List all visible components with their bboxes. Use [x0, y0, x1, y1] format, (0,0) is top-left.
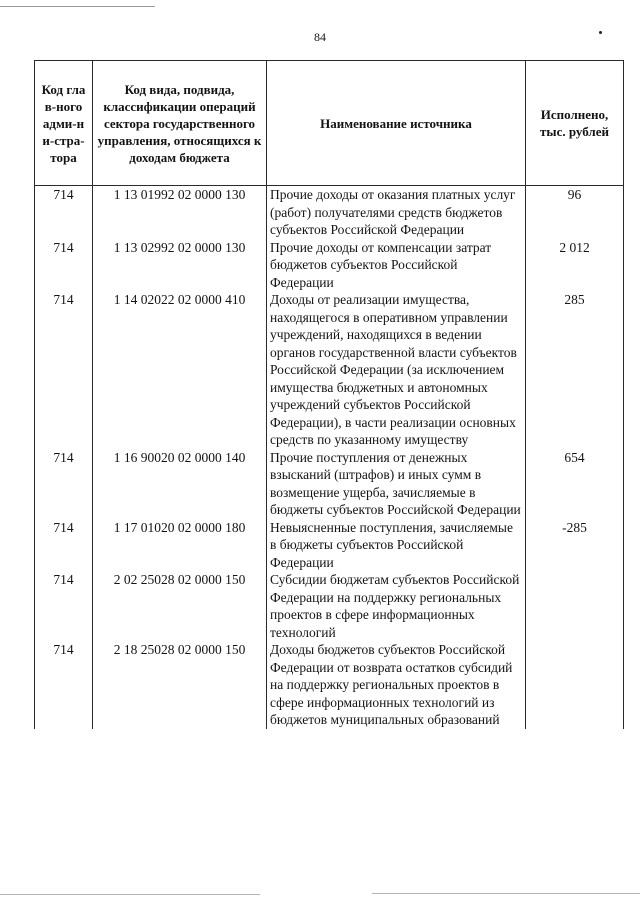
header-admin-code-text: Код глав-ного адми-ни-стра-тора: [41, 81, 86, 165]
row-classification-code: 1 17 01020 02 0000 180: [93, 519, 267, 572]
row-classification-code: 2 18 25028 02 0000 150: [93, 641, 267, 729]
row-classification-code: 1 13 01992 02 0000 130: [93, 186, 267, 239]
row-admin-code: 714: [35, 239, 93, 292]
table-row: [35, 641, 624, 729]
row-source-name: Невыясненные поступления, зачисляемые в бюджеты субъектов Российской Федерации: [267, 519, 526, 572]
row-executed-value: [526, 641, 624, 729]
row-source-name: Прочие доходы от оказания платных услуг (работ) получателями средств бюджетов субъектов Российской Федерации: [267, 186, 526, 239]
table-row: [35, 571, 624, 641]
revenue-table: [34, 60, 624, 729]
row-source-name: Прочие поступления от денежных взысканий (штрафов) и иных сумм в возмещение ущерба, зачисляемые в бюджеты субъектов Российской Федерации: [267, 449, 526, 519]
row-executed-value: 285: [526, 291, 624, 449]
row-executed-value: [526, 571, 624, 641]
header-classification-code: Код вида, подвида, классификации операций сектора государственного управления, относящихся к доходам бюджета: [93, 61, 267, 186]
table-row: [35, 519, 624, 572]
row-classification-code: 1 14 02022 02 0000 410: [93, 291, 267, 449]
header-executed: [526, 61, 624, 186]
row-admin-code: 714: [35, 291, 93, 449]
row-source-name: Субсидии бюджетам субъектов Российской Федерации на поддержку региональных проектов в сфере информационных технологий: [267, 571, 526, 641]
top-scan-rule: [0, 6, 155, 7]
table-header-row: [35, 61, 624, 186]
table-row: [35, 449, 624, 519]
row-classification-code: 2 02 25028 02 0000 150: [93, 571, 267, 641]
row-source-name: Прочие доходы от компенсации затрат бюджетов субъектов Российской Федерации: [267, 239, 526, 292]
row-executed-value: -285: [526, 519, 624, 572]
table-row: [35, 291, 624, 449]
bottom-scan-rule-left: [0, 894, 260, 895]
header-admin-code: [35, 61, 93, 186]
row-classification-code: 1 16 90020 02 0000 140: [93, 449, 267, 519]
row-admin-code: 714: [35, 186, 93, 239]
table-row: [35, 186, 624, 239]
row-source-name: Доходы от реализации имущества, находящегося в оперативном управлении учреждений, находящихся в ведении органов государственной власти субъектов Российской Федерации (за исключением имущества бюджетных и автономных учреждений субъектов Российской Федерации), в части реализации основных средств по указанному имуществу: [267, 291, 526, 449]
page-number: 84: [314, 30, 326, 44]
row-classification-code: 1 13 02992 02 0000 130: [93, 239, 267, 292]
row-executed-value: 2 012: [526, 239, 624, 292]
header-source-name: Наименование источника: [267, 61, 526, 186]
row-executed-value: 654: [526, 449, 624, 519]
row-admin-code: 714: [35, 449, 93, 519]
header-executed-text: Исполнено, тыс. рублей: [540, 107, 609, 139]
table-row: [35, 239, 624, 292]
row-executed-value: 96: [526, 186, 624, 239]
bottom-scan-rule-right: [372, 893, 640, 894]
row-admin-code: 714: [35, 519, 93, 572]
row-source-name: Доходы бюджетов субъектов Российской Федерации от возврата остатков субсидий на поддержку региональных проектов в сфере информационных технологий из бюджетов муниципальных образований: [267, 641, 526, 729]
row-admin-code: 714: [35, 571, 93, 641]
row-admin-code: 714: [35, 641, 93, 729]
